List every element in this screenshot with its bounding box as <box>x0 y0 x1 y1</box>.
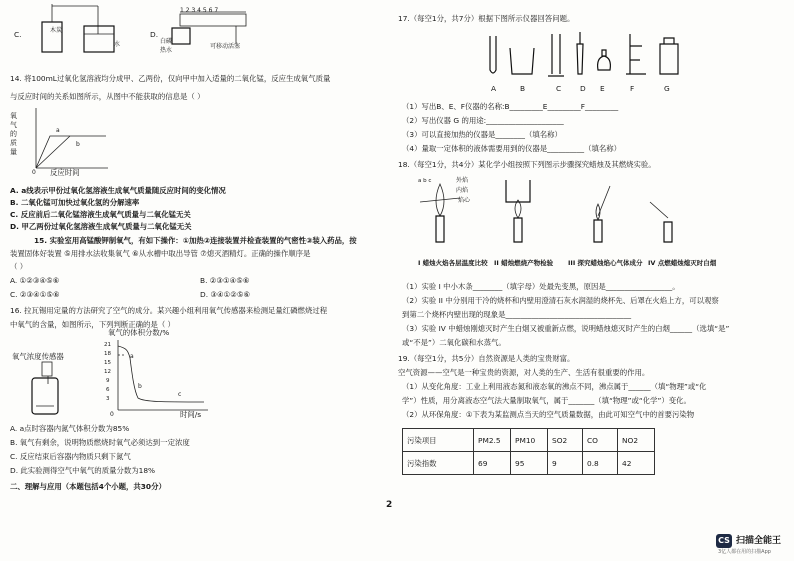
q19-intro: 空气资源——空气是一种宝贵的资源，对人类的生产、生活有很重要的作用。 <box>398 368 650 377</box>
q18-candle-experiments-illustration <box>410 172 690 250</box>
q14-option-b: B. 二氧化锰可加快过氧化氢的分解速率 <box>10 198 140 207</box>
q14-series-b <box>36 136 70 168</box>
q17-label-g: G <box>664 84 670 93</box>
table-header-cell: 污染项目 <box>403 429 474 452</box>
q14-label-b: b <box>76 141 80 148</box>
q16-point-a: a <box>130 353 134 360</box>
piston-label: 可移动活塞 <box>210 43 241 50</box>
flame-outer-label: 外焰 <box>456 177 469 184</box>
charcoal-label: 木炭 <box>50 27 63 34</box>
q16-line1: 16. 拉瓦锡用定量的方法研究了空气的成分。某兴趣小组利用氧气传感器来检测足量红磷燃烧过程 <box>10 306 328 315</box>
q18-part1: （1）实验 I 中小木条________（填字母）处最先变黑，原因是__________________。 <box>402 282 680 291</box>
q14-origin: 0 <box>32 169 36 176</box>
water-label: 水 <box>114 41 121 48</box>
flame-core-label: 焰心 <box>458 197 471 204</box>
q17-label-b: B <box>520 84 526 93</box>
table-cell: 9 <box>548 452 583 475</box>
q15-option-d: D. ③④①②⑤⑥ <box>200 290 251 299</box>
page-number: 2 <box>386 500 393 510</box>
q18-title: 18.（每空1分，共4分）某化学小组按照下列图示步骤探究蜡烛及其燃烧实验。 <box>398 160 656 169</box>
q16-ytick: 3 <box>106 396 110 402</box>
q17-part4: （4）量取一定体积的液体需要用到的仪器是__________（填名称） <box>402 144 622 153</box>
q17-part3: （3）可以直接加热的仪器是________（填名称） <box>402 130 562 139</box>
step-2-caption: II 蜡烛燃烧产物检验 <box>494 259 554 267</box>
q15-line3: （ ） <box>10 262 28 271</box>
hot-water-label: 热水 <box>160 47 173 54</box>
ruler-label: 1 2 3 4 5 6 7 <box>180 7 219 14</box>
q17-label-a: A <box>491 84 497 93</box>
q17-part1: （1）写出B、E、F仪器的名称:B_________E_________F_________ <box>402 102 619 111</box>
table-header-cell: NO2 <box>618 429 655 452</box>
q18-part3-line2: 或“不是”）二氧化碳和水蒸气。 <box>402 338 506 347</box>
table-cell: 42 <box>618 452 655 475</box>
table-row <box>403 429 655 452</box>
q16-point-c: c <box>178 391 182 398</box>
q17-label-d: D <box>580 84 586 93</box>
q16-ytick: 6 <box>106 387 110 393</box>
table-header-cell: PM2.5 <box>474 429 511 452</box>
q19-part1-line2: 学”）性质，用分离液态空气法大量制取氧气，属于_______（填“物理”或“化学”）变化。 <box>402 396 691 405</box>
step-3-caption: III 探究蜡烛焰心气体成分 <box>568 259 643 267</box>
camscanner-tagline: 3亿人都在用的扫描App <box>718 549 771 555</box>
q16-ytick: 15 <box>104 360 111 366</box>
q14-line1: 14. 将100mL过氧化氢溶液均分成甲、乙两份，仅向甲中加入适量的二氧化锰，反应生成氧气质量 <box>10 74 331 83</box>
table-cell: 95 <box>511 452 548 475</box>
q17-label-e: E <box>600 84 605 93</box>
q18-part2-line1: （2）实验 II 中分别用干冷的烧杯和内壁用澄清石灰水润湿的烧杯先、后罩在火焰上方，可以观察 <box>402 296 719 305</box>
table-cell: 69 <box>474 452 511 475</box>
pollution-table <box>402 428 655 475</box>
q16-ytick: 21 <box>104 342 111 348</box>
q15-line2: 装置固体好装置 ⑤用排水法收集氧气 ⑥从水槽中取出导管 ⑦熄灭酒精灯。正确的操作顺序是 <box>10 249 311 258</box>
q19-part1-line1: （1）从变化角度：工业上利用液态氮和液态氧的沸点不同，沸点属于______（填“物理”或“化 <box>402 382 707 391</box>
q16-apparatus <box>20 362 70 422</box>
q16-option-a: A. a点时容器内氮气体积分数为85% <box>10 424 130 433</box>
q15-option-c: C. ②③④①⑤⑥ <box>10 290 60 299</box>
q14-series-a <box>36 136 106 168</box>
q16-sensor-label: 氧气浓度传感器 <box>12 352 64 361</box>
flame-abc-label: a b c <box>418 178 432 184</box>
step-4-caption: IV 点燃蜡烛熄灭时白烟 <box>648 259 717 267</box>
q14-option-c: C. 反应前后二氧化锰溶液生成氧气质量与二氧化锰无关 <box>10 210 191 219</box>
q16-ytick: 9 <box>106 378 110 384</box>
q16-origin: 0 <box>110 411 114 418</box>
step-1-caption: I 蜡烛火焰各层温度比较 <box>418 259 488 267</box>
q16-option-b: B. 氧气有剩余，说明物质燃烧时氧气必须达到一定浓度 <box>10 438 190 447</box>
q19-part2: （2）从环保角度：①下表为某监测点当天的空气质量数据，由此可知空气中的首要污染物 <box>402 410 695 419</box>
q16-option-d: D. 此实验测得空气中氧气的质量分数为18% <box>10 466 156 475</box>
q14-label-a: a <box>56 127 60 134</box>
q16-line2: 中氧气的含量，如图所示，下列判断正确的是（ ） <box>10 320 175 329</box>
q14-line2: 与反应时间的关系如图所示，从图中不能获取的信息是（ ） <box>10 92 205 101</box>
q19-title: 19.（每空1分，共5分）自然资源是人类的宝贵财富。 <box>398 354 575 363</box>
q15-option-b: B. ②③①④⑤⑥ <box>200 276 250 285</box>
q16-option-c: C. 反应结束后容器内物质只剩下氮气 <box>10 452 131 461</box>
q17-label-f: F <box>630 84 635 93</box>
q14-chart-xlabel: 反应时间 <box>50 168 80 177</box>
q16-ytick: 18 <box>104 351 111 357</box>
camscanner-name: 扫描全能王 <box>736 536 782 546</box>
q17-instruments-illustration <box>480 30 680 82</box>
table-cell: 0.8 <box>583 452 618 475</box>
camscanner-logo-icon: CS <box>716 534 732 548</box>
table-cell: 污染指数 <box>403 452 474 475</box>
q18-part2-line2: 到第二个烧杯内壁出现的现象是__________________________________ <box>402 310 632 319</box>
q16-chart-ylabel: 氧气的体积分数/% <box>108 328 170 337</box>
table-header-cell: CO <box>583 429 618 452</box>
q14-option-d: D. 甲乙两份过氧化氢溶液生成氧气质量与二氧化锰无关 <box>10 222 192 231</box>
option-d-label: D. <box>150 30 159 39</box>
table-header-cell: PM10 <box>511 429 548 452</box>
table-header-cell: SO2 <box>548 429 583 452</box>
q14-option-a: A. a线表示甲份过氧化氢溶液生成氧气质量随反应时间的变化情况 <box>10 186 226 195</box>
q16-chart <box>104 338 214 418</box>
q17-label-c: C <box>556 84 562 93</box>
section-2-heading: 二、理解与应用（本题包括4个小题，共30分） <box>10 482 166 491</box>
q16-chart-xlabel: 时间/s <box>180 410 202 419</box>
left-column <box>10 0 395 561</box>
white-phosphorus-label: 白磷 <box>160 38 173 45</box>
q17-title: 17.（每空1分，共7分）根据下图所示仪器回答问题。 <box>398 14 575 23</box>
table-row <box>403 452 655 475</box>
q15-option-a: A. ①②③④⑤⑥ <box>10 276 60 285</box>
option-c-label: C. <box>14 30 22 39</box>
q18-part3-line1: （3）实验 IV 中蜡烛刚熄灭时产生白烟又被重新点燃，说明蜡烛熄灭时产生的白烟______（选填“是” <box>402 324 730 333</box>
flame-inner-label: 内焰 <box>456 187 469 194</box>
q17-part2: （2）写出仪器 G 的用途:_____________________ <box>402 116 564 125</box>
q16-point-b: b <box>138 383 142 390</box>
q15-line1: 15. 实验室用高锰酸钾制氧气，有如下操作：①加热②连接装置并检查装置的气密性③装入药品，按 <box>34 236 357 245</box>
q16-ytick: 12 <box>104 369 111 375</box>
q14-chart-ylabel: 氧气的质量 <box>10 112 17 156</box>
